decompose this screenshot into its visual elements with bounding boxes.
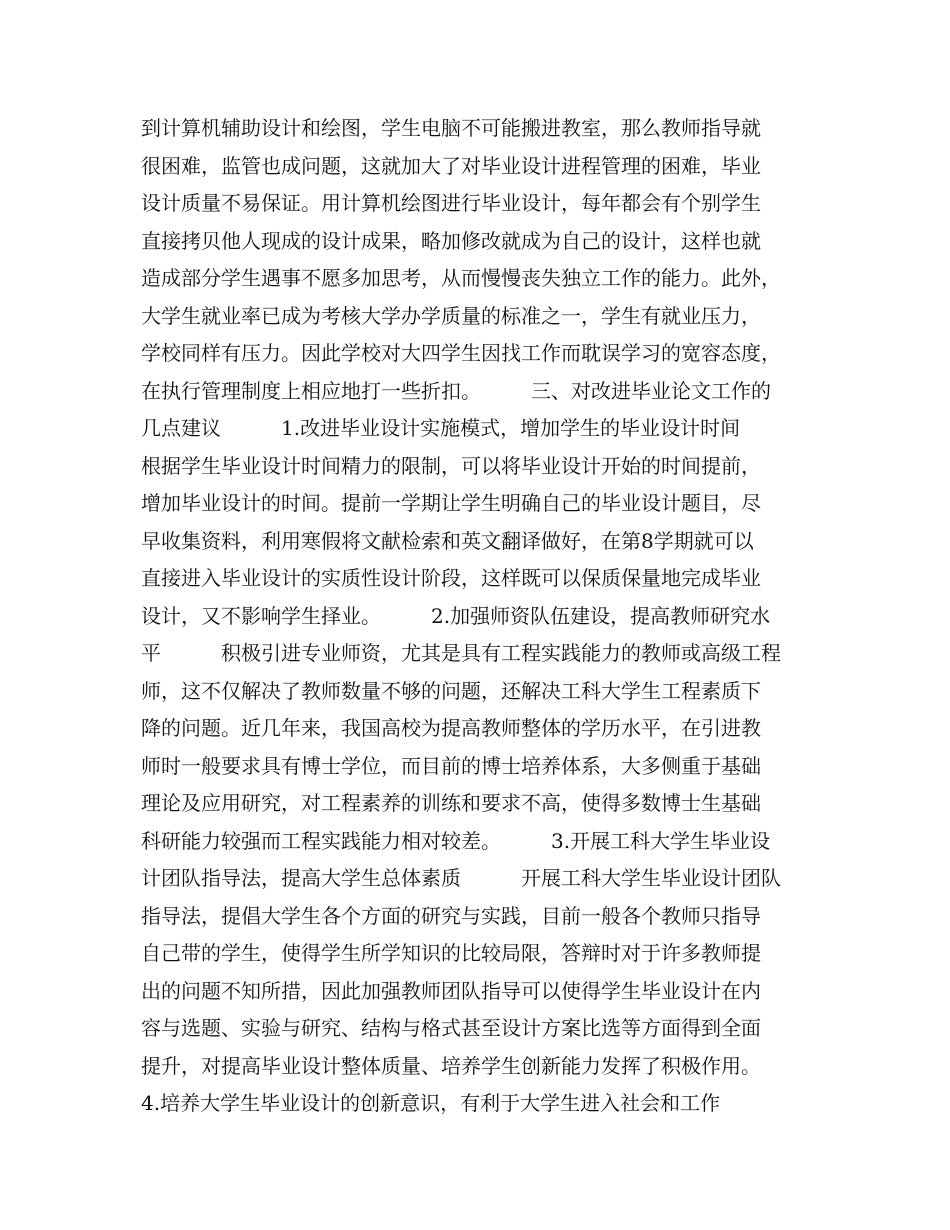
text-line: 几点建议 1.改进毕业设计实施模式，增加学生的毕业设计时间 xyxy=(141,416,741,440)
text-line: 容与选题、实验与研究、结构与格式甚至设计方案比选等方面得到全面 xyxy=(141,1016,761,1040)
text-line: 理论及应用研究，对工程素养的训练和要求不高，使得多数博士生基础 xyxy=(141,791,761,815)
text-line: 师，这不仅解决了教师数量不够的问题，还解决工科大学生工程素质下 xyxy=(141,678,761,703)
text-line: 计团队指导法，提高大学生总体素质 开展工科大学生毕业设计团队 xyxy=(141,866,781,890)
text-line: 设计质量不易保证。用计算机绘图进行毕业设计，每年都会有个别学生 xyxy=(141,191,761,215)
text-line: 出的问题不知所措，因此加强教师团队指导可以使得学生毕业设计在内 xyxy=(141,978,761,1003)
text-line: 在执行管理制度上相应地打一些折扣。 三、对改进毕业论文工作的 xyxy=(141,378,771,403)
text-line: 到计算机辅助设计和绘图，学生电脑不可能搬进教室，那么教师指导就 xyxy=(141,116,761,140)
body-text xyxy=(141,110,831,1123)
text-line: 师时一般要求具有博士学位，而目前的博士培养体系，大多侧重于基础 xyxy=(141,753,761,778)
text-line: 增加毕业设计的时间。提前一学期让学生明确自己的毕业设计题目，尽 xyxy=(141,491,761,515)
text-line: 自己带的学生，使得学生所学知识的比较局限，答辩时对于许多教师提 xyxy=(141,941,761,965)
text-line: 设计，又不影响学生择业。 2.加强师资队伍建设，提高教师研究水 xyxy=(141,603,771,628)
text-line: 根据学生毕业设计时间精力的限制，可以将毕业设计开始的时间提前， xyxy=(141,453,761,478)
text-line: 直接进入毕业设计的实质性设计阶段，这样既可以保质保量地完成毕业 xyxy=(141,566,761,590)
text-line: 降的问题。近几年来，我国高校为提高教师整体的学历水平，在引进教 xyxy=(141,716,761,740)
text-line: 平 积极引进专业师资，尤其是具有工程实践能力的教师或高级工程 xyxy=(141,641,781,665)
text-line: 指导法，提倡大学生各个方面的研究与实践，目前一般各个教师只指导 xyxy=(141,903,761,928)
text-line: 大学生就业率已成为考核大学办学质量的标准之一，学生有就业压力， xyxy=(141,303,761,328)
text-line: 科研能力较强而工程实践能力相对较差。 3.开展工科大学生毕业设 xyxy=(141,828,771,853)
text-line: 提升，对提高毕业设计整体质量、培养学生创新能力发挥了积极作用。 xyxy=(141,1053,761,1078)
text-line: 很困难，监管也成问题，这就加大了对毕业设计进程管理的困难，毕业 xyxy=(141,153,761,178)
text-line: 学校同样有压力。因此学校对大四学生因找工作而耽误学习的宽容态度， xyxy=(141,341,781,365)
text-line: 早收集资料，利用寒假将文献检索和英文翻译做好，在第8学期就可以 xyxy=(141,528,754,553)
text-line: 造成部分学生遇事不愿多加思考，从而慢慢丧失独立工作的能力。此外， xyxy=(141,266,781,290)
text-line: 4.培养大学生毕业设计的创新意识，有利于大学生进入社会和工作 xyxy=(141,1091,721,1115)
text-line: 直接拷贝他人现成的设计成果，略加修改就成为自己的设计，这样也就 xyxy=(141,228,761,253)
